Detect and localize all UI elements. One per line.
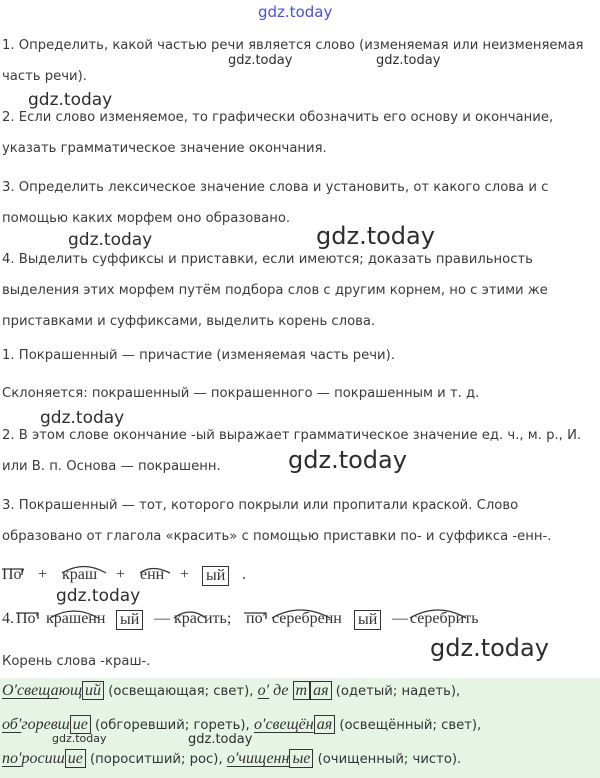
ex1-suffix: ющ: [58, 682, 83, 699]
ex2-ending: ая: [310, 681, 331, 700]
ex3-prefix: об′: [2, 716, 22, 733]
line4-word-krasit: красить;: [174, 610, 232, 627]
formula-ending: ый: [202, 566, 229, 586]
watermark: gdz.today: [228, 53, 293, 68]
ex5-ending: ие: [65, 749, 86, 768]
watermark: gdz.today: [28, 90, 113, 110]
ex4-stem: о′свещён: [253, 716, 314, 733]
formula-plus: +: [180, 566, 190, 583]
watermark: gdz.today: [188, 732, 253, 747]
ex6-ending: ые: [289, 749, 313, 768]
formula-end: .: [242, 566, 246, 583]
watermark: gdz.today: [376, 53, 441, 68]
ex1-prefix-root: О′свеща: [2, 682, 59, 699]
line4-word-serebrit: серебрить: [410, 610, 479, 627]
morpheme-line-4: [2, 610, 522, 632]
watermark: gdz.today: [288, 446, 407, 474]
ex2-gloss: (одетый; надеть),: [331, 684, 461, 699]
watermark: gdz.today: [258, 3, 333, 21]
ex1-ending: ий: [82, 681, 104, 700]
ex5-gloss: (пороситший; рос),: [85, 752, 223, 767]
line4-ending: ый: [116, 610, 143, 630]
watermark: gdz.today: [68, 230, 153, 250]
morpheme-formula: [2, 566, 302, 588]
step-1: 1. Определить, какой частью речи является слово (изменяемая или неизменяемая часть речи).: [2, 38, 584, 84]
ex5-suffix: ш: [52, 750, 65, 767]
watermark: gdz.today: [316, 222, 435, 250]
ex2-suffix: т: [293, 681, 311, 700]
declension-line: Склоняется: покрашенный — покрашенного — покрашенным и т. д.: [2, 386, 480, 401]
answer-2: 2. В этом слове окончание -ый выражает грамматическое значение ед. ч., м. р., И. или В. п. Основа — покрашенн.: [2, 428, 582, 474]
formula-suffix: енн: [140, 566, 165, 583]
ex6-gloss: (очищенный; чисто).: [313, 752, 462, 767]
ex2-root: де: [269, 682, 293, 699]
watermark: gdz.today: [40, 408, 125, 428]
ex5-prefix: по′: [2, 750, 22, 767]
line4-root-suffix-2: серебренн: [272, 610, 342, 627]
ex1-gloss: (освещающая; свет),: [104, 684, 254, 699]
line4-prefix-2: по′: [246, 610, 267, 627]
formula-root: краш: [62, 566, 98, 583]
root-statement: Корень слова -краш-.: [2, 654, 151, 669]
answer-3: 3. Покрашенный — тот, которого покрыли или пропитали краской. Слово образовано от глагола «красить» с помощью приставки по- и суффикса -енн-.: [2, 498, 552, 544]
example-row-1: [2, 682, 460, 700]
line4-prefix: По′: [16, 610, 40, 627]
ex4-ending: ая: [314, 715, 335, 734]
line4-ending-2: ый: [354, 610, 381, 630]
ex3-suffix: ш: [57, 716, 70, 733]
ex3-gloss: (обгоревший; гореть),: [90, 718, 250, 733]
watermark: gdz.today: [56, 586, 141, 606]
watermark: gdz.today: [430, 634, 549, 662]
ex4-gloss: (освещённый; свет),: [335, 718, 482, 733]
ex3-root: горев: [21, 716, 58, 733]
step-2: 2. Если слово изменяемое, то графически обозначить его основу и окончание, указать грамматическое значение окончания.: [2, 110, 554, 156]
answer-1: 1. Покрашенный — причастие (изменяемая часть речи).: [2, 348, 395, 363]
ex2-prefix: о′: [257, 682, 270, 699]
formula-plus: +: [38, 566, 48, 583]
watermark: gdz.today: [52, 732, 107, 745]
example-row-3: [2, 750, 461, 768]
ex5-root: роси: [21, 750, 53, 767]
line4-dash: —: [392, 610, 408, 627]
formula-plus: +: [116, 566, 126, 583]
line4-dash: —: [154, 610, 170, 627]
line4-root-suffix: крашенн: [46, 610, 106, 627]
step-3: 3. Определить лексическое значение слова и установить, от какого слова и с помощью каких морфем оно образовано.: [2, 180, 549, 226]
ex6-stem: о′чищенн: [226, 750, 290, 767]
line4-number: 4.: [2, 610, 14, 627]
step-4: 4. Выделить суффиксы и приставки, если имеются; доказать правильность выделения этих морфем путём подбора слов с другим корнем, но с этими же приставками и суффиксами, выделить корень слова.: [2, 252, 548, 329]
ex3-ending: ие: [70, 715, 91, 734]
formula-prefix: По′: [2, 566, 26, 583]
